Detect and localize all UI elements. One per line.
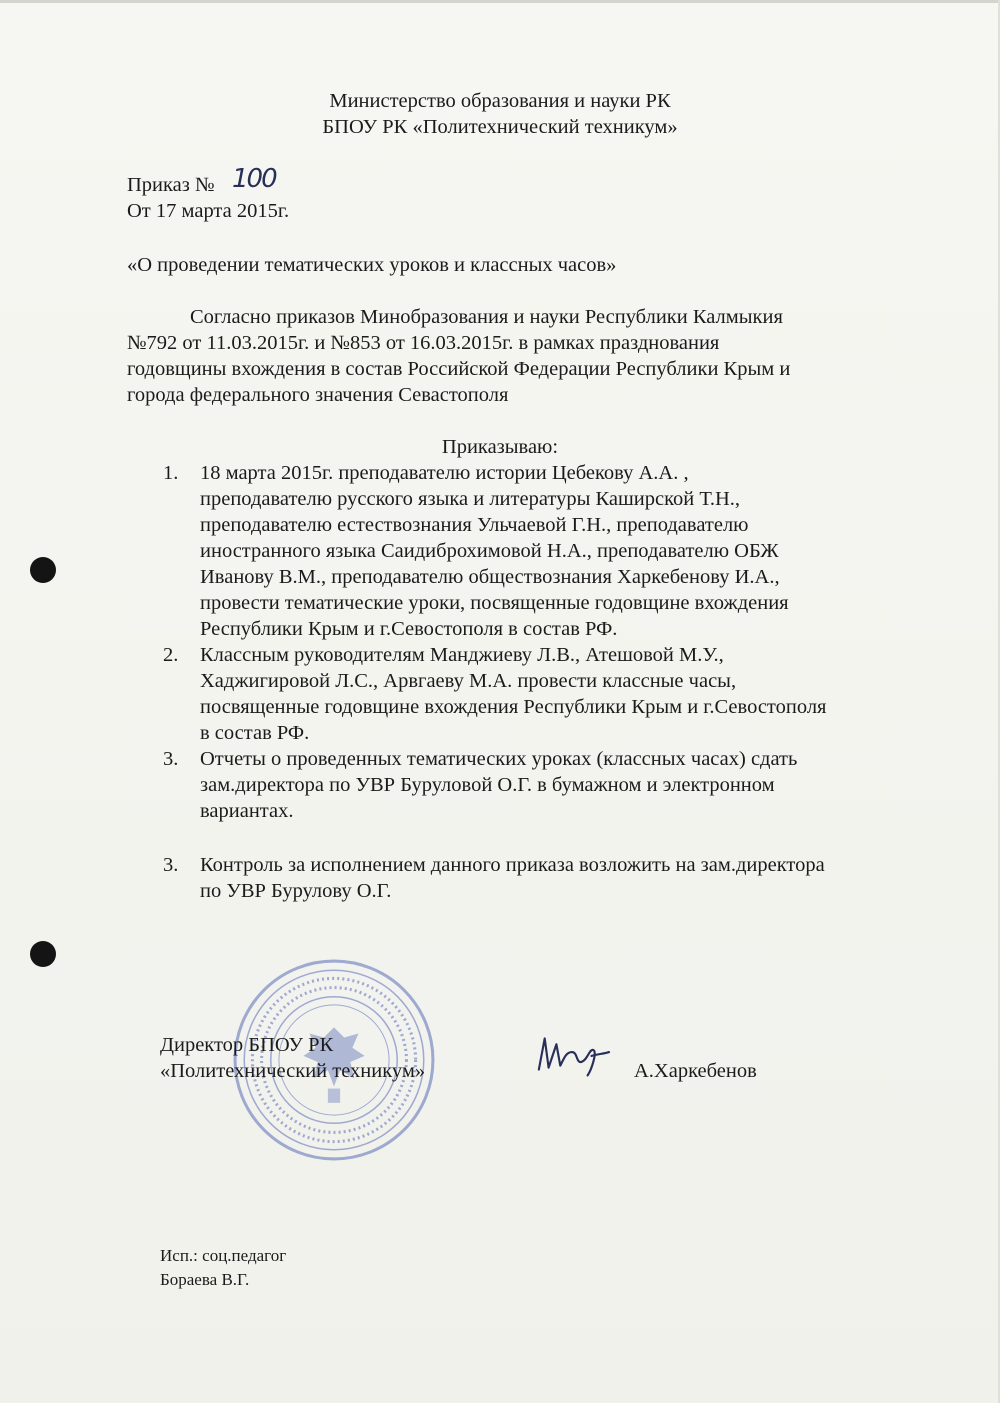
preamble-line: годовщины вхождения в состав Российской Федерации Республики Крым и	[127, 358, 791, 380]
list-item-line: провести тематические уроки, посвященные годовщине вхождения	[200, 592, 789, 614]
order-title: «О проведении тематических уроков и классных часов»	[127, 254, 617, 276]
order-number-label: Приказ №	[127, 174, 215, 196]
order-number-handwritten: 100	[232, 164, 276, 194]
order-word: Приказываю:	[441, 436, 559, 458]
list-item-line: преподавателю русского языка и литературы Каширской Т.Н.,	[200, 488, 741, 510]
handwritten-signature	[533, 1030, 611, 1078]
institution-name: БПОУ РК «Политехнический техникум»	[322, 116, 678, 138]
ministry-name: Министерство образования и науки РК	[329, 90, 671, 112]
list-item-line: Хаджигировой Л.С., Арвгаеву М.А. провести классные часы,	[200, 670, 737, 692]
list-item-number: 3.	[163, 854, 179, 876]
executor-role: Исп.: соц.педагог	[160, 1246, 287, 1265]
list-item-line: по УВР Бурулову О.Г.	[200, 880, 392, 902]
page-edge-top	[0, 0, 1000, 3]
list-item-line: посвященные годовщине вхождения Республики Крым и г.Севостополя	[200, 696, 827, 718]
list-item-line: Республики Крым и г.Севостополя в состав РФ.	[200, 618, 618, 640]
list-item-line: 18 марта 2015г. преподавателю истории Цебекову А.А. ,	[200, 462, 689, 484]
list-item-line: преподавателю естествознания Ульчаевой Г.Н., преподавателю	[200, 514, 749, 536]
list-item-line: в состав РФ.	[200, 722, 310, 744]
director-institution: «Политехнический техникум»	[160, 1060, 426, 1082]
punch-hole-top	[30, 557, 56, 583]
list-item-line: зам.директора по УВР Буруловой О.Г. в бумажном и электронном	[200, 774, 775, 796]
list-item-line: вариантах.	[200, 800, 294, 822]
director-position: Директор БПОУ РК	[160, 1034, 334, 1056]
list-item-line: иностранного языка Саидиброхимовой Н.А., преподавателю ОБЖ	[200, 540, 779, 562]
list-item-line: Контроль за исполнением данного приказа возложить на зам.директора	[200, 854, 825, 876]
list-item-line: Классным руководителям Манджиеву Л.В., Атешовой М.У.,	[200, 644, 724, 666]
list-item-line: Иванову В.М., преподавателю обществознания Харкебенову И.А.,	[200, 566, 780, 588]
director-name: А.Харкебенов	[634, 1060, 757, 1082]
punch-hole-bottom	[30, 941, 56, 967]
executor-name: Бораева В.Г.	[160, 1270, 250, 1289]
order-date: От 17 марта 2015г.	[127, 200, 290, 222]
list-item-number: 3.	[163, 748, 179, 770]
list-item-number: 1.	[163, 462, 179, 484]
preamble-line: Согласно приказов Минобразования и науки Республики Калмыкия	[190, 306, 783, 328]
preamble-line: города федерального значения Севастополя	[127, 384, 509, 406]
preamble-line: №792 от 11.03.2015г. и №853 от 16.03.2015г. в рамках празднования	[127, 332, 720, 354]
list-item-number: 2.	[163, 644, 179, 666]
list-item-line: Отчеты о проведенных тематических уроках (классных часах) сдать	[200, 748, 798, 770]
